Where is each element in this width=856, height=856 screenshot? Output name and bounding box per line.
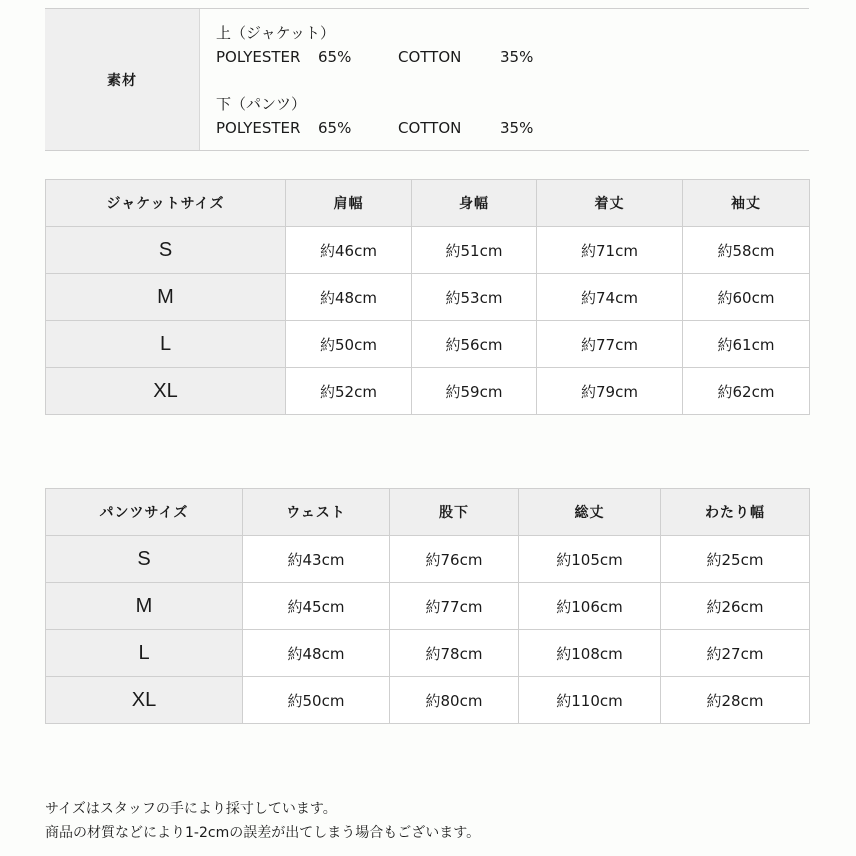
fabric-entry	[216, 45, 398, 69]
value-cell: 約53cm	[412, 274, 537, 321]
table-row	[46, 321, 810, 368]
table-row	[46, 368, 810, 415]
value-cell: 約62cm	[683, 368, 810, 415]
table-row	[46, 274, 810, 321]
material-top-group	[216, 21, 580, 69]
value-cell: 約77cm	[537, 321, 683, 368]
size-cell: M	[46, 583, 243, 630]
value-cell: 約25cm	[661, 536, 810, 583]
value-cell: 約78cm	[390, 630, 519, 677]
size-notes	[45, 797, 480, 845]
jacket-size-table	[45, 179, 810, 415]
value-cell: 約56cm	[412, 321, 537, 368]
note-line: 商品の材質などにより1-2cmの誤差が出てしまう場合もございます。	[45, 825, 481, 841]
material-top-heading: 上（ジャケット）	[216, 24, 335, 42]
fabric-percent: 35%	[500, 48, 534, 66]
pants-size-table	[45, 488, 810, 724]
value-cell: 約50cm	[286, 321, 412, 368]
value-cell: 約110cm	[519, 677, 661, 724]
fabric-name: COTTON	[398, 48, 462, 66]
size-cell: L	[46, 321, 286, 368]
value-cell: 約45cm	[243, 583, 390, 630]
fabric-name: COTTON	[398, 119, 462, 137]
material-bottom-heading: 下（パンツ）	[216, 95, 307, 113]
table-row	[46, 536, 810, 583]
fabric-name: POLYESTER	[216, 48, 301, 66]
size-cell: M	[46, 274, 286, 321]
value-cell: 約76cm	[390, 536, 519, 583]
value-cell: 約74cm	[537, 274, 683, 321]
value-cell: 約79cm	[537, 368, 683, 415]
size-cell: XL	[46, 677, 243, 724]
value-cell: 約61cm	[683, 321, 810, 368]
header-size: パンツサイズ	[46, 489, 243, 536]
fabric-entry	[398, 116, 580, 140]
fabric-entry	[398, 45, 580, 69]
header-shoulder: 肩幅	[286, 180, 412, 227]
value-cell: 約50cm	[243, 677, 390, 724]
value-cell: 約28cm	[661, 677, 810, 724]
note-line: サイズはスタッフの手により採寸しています。	[45, 801, 337, 817]
fabric-entry	[216, 116, 398, 140]
table-row	[46, 227, 810, 274]
material-details	[200, 9, 580, 150]
fabric-name: POLYESTER	[216, 119, 301, 137]
value-cell: 約71cm	[537, 227, 683, 274]
value-cell: 約105cm	[519, 536, 661, 583]
table-header-row	[46, 180, 810, 227]
table-row	[46, 630, 810, 677]
size-cell: S	[46, 227, 286, 274]
value-cell: 約26cm	[661, 583, 810, 630]
size-cell: L	[46, 630, 243, 677]
value-cell: 約27cm	[661, 630, 810, 677]
value-cell: 約46cm	[286, 227, 412, 274]
material-label: 素材	[45, 9, 200, 150]
value-cell: 約43cm	[243, 536, 390, 583]
material-top-fabrics	[216, 45, 580, 69]
header-thigh: わたり幅	[661, 489, 810, 536]
fabric-percent: 35%	[500, 119, 534, 137]
value-cell: 約80cm	[390, 677, 519, 724]
size-cell: XL	[46, 368, 286, 415]
size-cell: S	[46, 536, 243, 583]
header-waist: ウェスト	[243, 489, 390, 536]
header-total-length: 総丈	[519, 489, 661, 536]
value-cell: 約108cm	[519, 630, 661, 677]
fabric-percent: 65%	[318, 119, 352, 137]
value-cell: 約51cm	[412, 227, 537, 274]
value-cell: 約106cm	[519, 583, 661, 630]
value-cell: 約52cm	[286, 368, 412, 415]
value-cell: 約60cm	[683, 274, 810, 321]
material-bottom-group	[216, 92, 580, 140]
header-inseam: 股下	[390, 489, 519, 536]
header-chest: 身幅	[412, 180, 537, 227]
value-cell: 約58cm	[683, 227, 810, 274]
value-cell: 約59cm	[412, 368, 537, 415]
header-sleeve: 袖丈	[683, 180, 810, 227]
table-row	[46, 583, 810, 630]
material-section	[45, 8, 809, 151]
value-cell: 約77cm	[390, 583, 519, 630]
fabric-percent: 65%	[318, 48, 352, 66]
table-row	[46, 677, 810, 724]
table-header-row	[46, 489, 810, 536]
header-size: ジャケットサイズ	[46, 180, 286, 227]
header-length: 着丈	[537, 180, 683, 227]
value-cell: 約48cm	[243, 630, 390, 677]
material-bottom-fabrics	[216, 116, 580, 140]
value-cell: 約48cm	[286, 274, 412, 321]
